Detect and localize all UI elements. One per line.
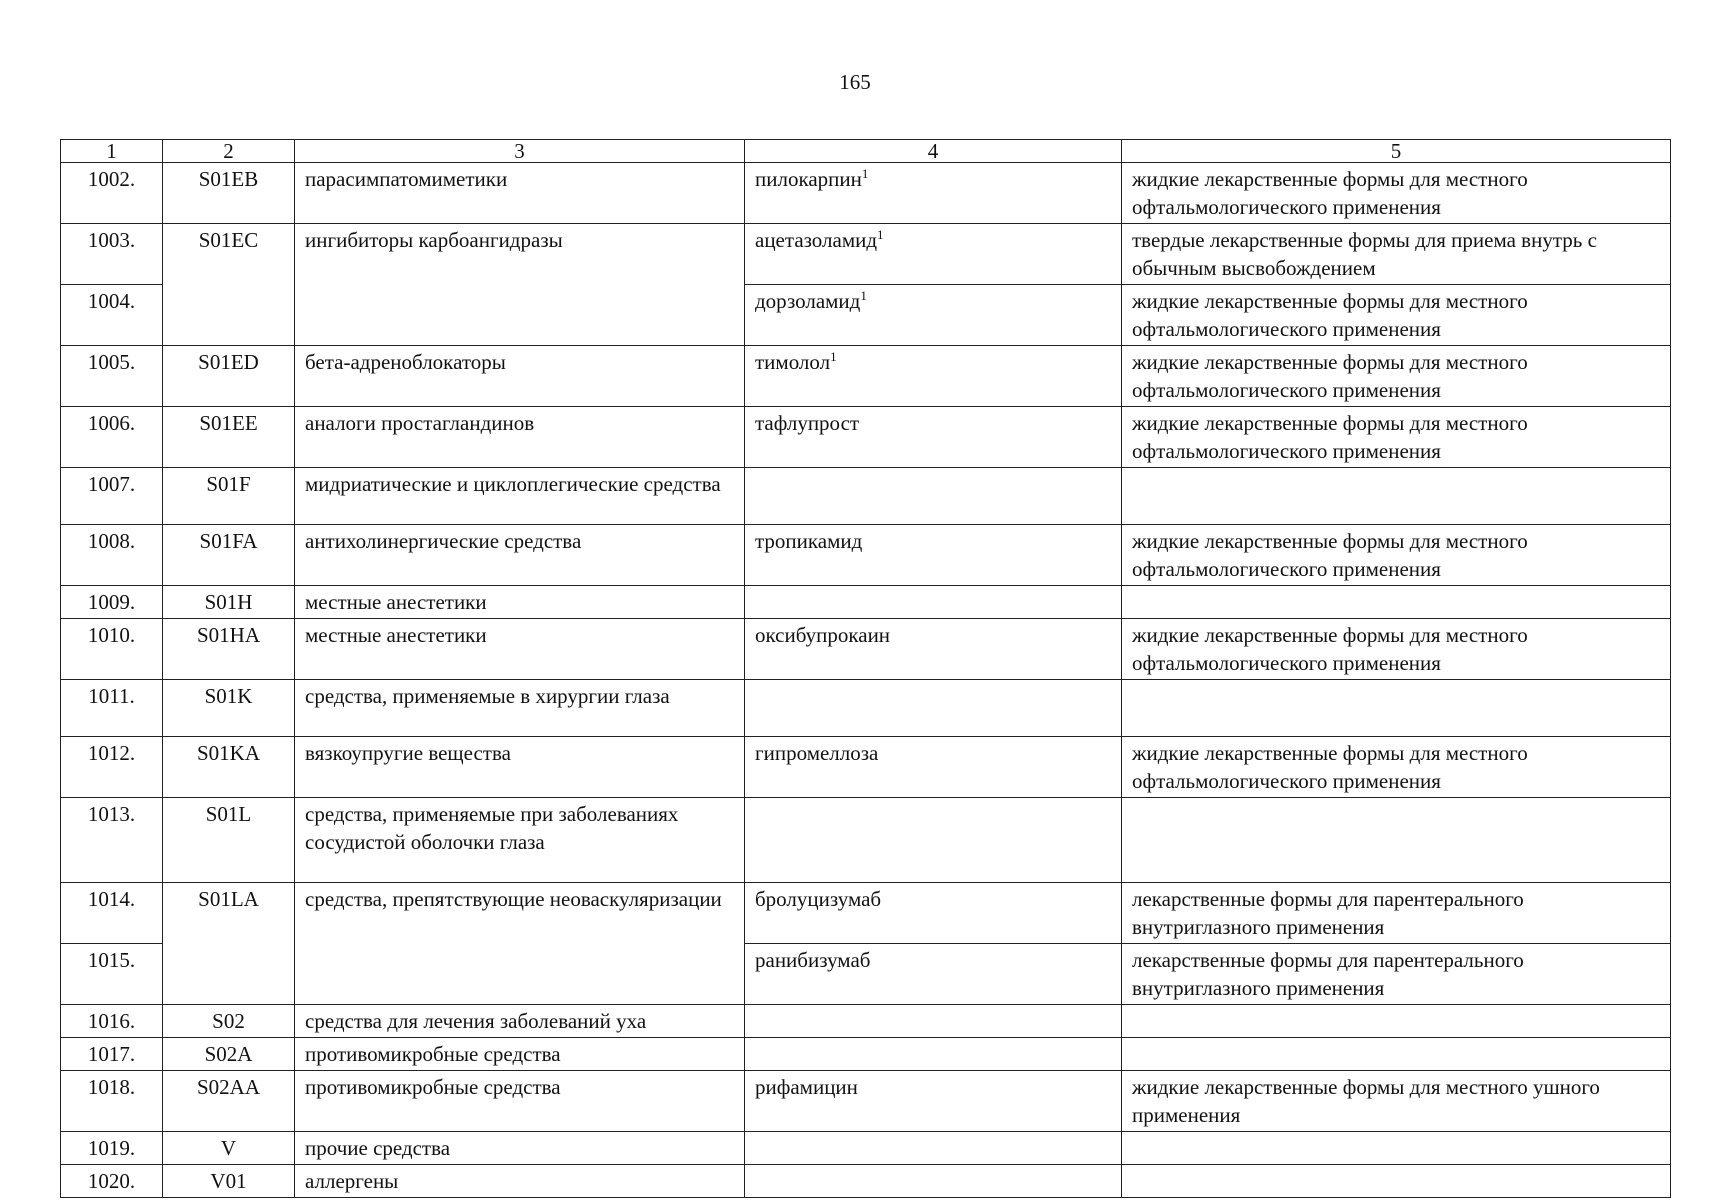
drug-name: пилокарпин bbox=[755, 167, 862, 191]
atc-code: S02AA bbox=[163, 1071, 295, 1132]
dosage-form bbox=[1122, 468, 1671, 525]
pharmacological-group: вязкоупругие вещества bbox=[295, 737, 745, 798]
drug-name-cell bbox=[745, 346, 1122, 407]
drug-name bbox=[745, 1005, 1122, 1038]
drug-name: тропикамид bbox=[745, 525, 1122, 586]
dosage-form bbox=[1122, 1165, 1671, 1198]
row-number: 1007. bbox=[61, 468, 163, 525]
row-number: 1019. bbox=[61, 1132, 163, 1165]
atc-code: S01F bbox=[163, 468, 295, 525]
row-number: 1017. bbox=[61, 1038, 163, 1071]
atc-code: V bbox=[163, 1132, 295, 1165]
row-number: 1010. bbox=[61, 619, 163, 680]
dosage-form bbox=[1122, 1132, 1671, 1165]
dosage-form: жидкие лекарственные формы для местного офтальмологического применения bbox=[1122, 525, 1671, 586]
drug-name bbox=[745, 798, 1122, 883]
table-row bbox=[61, 737, 1671, 798]
drug-name-cell bbox=[745, 163, 1122, 224]
drug-name bbox=[745, 1165, 1122, 1198]
dosage-form: лекарственные формы для парентерального внутриглазного применения bbox=[1122, 883, 1671, 944]
table-row bbox=[61, 798, 1671, 883]
footnote-mark: 1 bbox=[861, 166, 869, 181]
pharmacological-group: местные анестетики bbox=[295, 586, 745, 619]
dosage-form: жидкие лекарственные формы для местного офтальмологического применения bbox=[1122, 407, 1671, 468]
row-number: 1002. bbox=[61, 163, 163, 224]
table-row bbox=[61, 525, 1671, 586]
drug-name bbox=[745, 468, 1122, 525]
row-number: 1004. bbox=[61, 285, 163, 346]
row-number: 1013. bbox=[61, 798, 163, 883]
atc-code: S01EE bbox=[163, 407, 295, 468]
atc-code: S02A bbox=[163, 1038, 295, 1071]
atc-code: S01FA bbox=[163, 525, 295, 586]
atc-code: V01 bbox=[163, 1165, 295, 1198]
drug-name bbox=[745, 1132, 1122, 1165]
dosage-form: твердые лекарственные формы для приема внутрь с обычным высвобождением bbox=[1122, 224, 1671, 285]
pharmacological-group: средства, препятствующие неоваскуляризации bbox=[295, 883, 745, 1005]
column-number: 2 bbox=[163, 140, 295, 163]
atc-code: S02 bbox=[163, 1005, 295, 1038]
table-row bbox=[61, 407, 1671, 468]
row-number: 1009. bbox=[61, 586, 163, 619]
footnote-mark: 1 bbox=[877, 227, 884, 242]
drug-name: ацетазоламид bbox=[755, 228, 878, 252]
table-row bbox=[61, 619, 1671, 680]
drug-name bbox=[745, 1038, 1122, 1071]
pharmacological-group: прочие средства bbox=[295, 1132, 745, 1165]
row-number: 1014. bbox=[61, 883, 163, 944]
row-number: 1016. bbox=[61, 1005, 163, 1038]
row-number: 1018. bbox=[61, 1071, 163, 1132]
dosage-form: жидкие лекарственные формы для местного офтальмологического применения bbox=[1122, 737, 1671, 798]
pharmacological-group: средства для лечения заболеваний уха bbox=[295, 1005, 745, 1038]
drug-name-cell bbox=[745, 285, 1122, 346]
table-row bbox=[61, 1038, 1671, 1071]
table-row bbox=[61, 1132, 1671, 1165]
atc-code: S01EC bbox=[163, 224, 295, 346]
column-number: 4 bbox=[745, 140, 1122, 163]
drug-name bbox=[745, 586, 1122, 619]
table-row bbox=[61, 1005, 1671, 1038]
row-number: 1005. bbox=[61, 346, 163, 407]
atc-code: S01L bbox=[163, 798, 295, 883]
row-number: 1008. bbox=[61, 525, 163, 586]
pharmacological-group: парасимпатомиметики bbox=[295, 163, 745, 224]
drug-name: гипромеллоза bbox=[745, 737, 1122, 798]
pharmacological-group: противомикробные средства bbox=[295, 1038, 745, 1071]
pharmacological-group: антихолинергические средства bbox=[295, 525, 745, 586]
drug-name: ранибизумаб bbox=[745, 944, 1122, 1005]
drug-name: тафлупрост bbox=[745, 407, 1122, 468]
drug-registry-table bbox=[60, 139, 1671, 1198]
dosage-form bbox=[1122, 586, 1671, 619]
pharmacological-group: местные анестетики bbox=[295, 619, 745, 680]
footnote-mark: 1 bbox=[860, 288, 867, 303]
atc-code: S01KA bbox=[163, 737, 295, 798]
table-row bbox=[61, 163, 1671, 224]
pharmacological-group: средства, применяемые в хирургии глаза bbox=[295, 680, 745, 737]
dosage-form: жидкие лекарственные формы для местного ушного применения bbox=[1122, 1071, 1671, 1132]
dosage-form: жидкие лекарственные формы для местного офтальмологического применения bbox=[1122, 619, 1671, 680]
pharmacological-group: средства, применяемые при заболеваниях сосудистой оболочки глаза bbox=[295, 798, 745, 883]
row-number: 1003. bbox=[61, 224, 163, 285]
dosage-form: жидкие лекарственные формы для местного офтальмологического применения bbox=[1122, 285, 1671, 346]
dosage-form bbox=[1122, 798, 1671, 883]
dosage-form: лекарственные формы для парентерального внутриглазного применения bbox=[1122, 944, 1671, 1005]
table-row bbox=[61, 346, 1671, 407]
footnote-mark: 1 bbox=[830, 349, 837, 364]
table-row bbox=[61, 883, 1671, 944]
row-number: 1012. bbox=[61, 737, 163, 798]
drug-name bbox=[745, 680, 1122, 737]
dosage-form: жидкие лекарственные формы для местного офтальмологического применения bbox=[1122, 163, 1671, 224]
dosage-form bbox=[1122, 1005, 1671, 1038]
atc-code: S01H bbox=[163, 586, 295, 619]
pharmacological-group: противомикробные средства bbox=[295, 1071, 745, 1132]
table-row bbox=[61, 468, 1671, 525]
dosage-form: жидкие лекарственные формы для местного офтальмологического применения bbox=[1122, 346, 1671, 407]
drug-name: тимолол bbox=[755, 350, 831, 374]
table-row bbox=[61, 680, 1671, 737]
column-number-row bbox=[61, 140, 1671, 163]
page-number: 165 bbox=[839, 70, 871, 94]
row-number: 1011. bbox=[61, 680, 163, 737]
pharmacological-group: ингибиторы карбоангидразы bbox=[295, 224, 745, 346]
pharmacological-group: аналоги простагландинов bbox=[295, 407, 745, 468]
table-row bbox=[61, 224, 1671, 285]
column-number: 3 bbox=[295, 140, 745, 163]
pharmacological-group: мидриатические и циклоплегические средства bbox=[295, 468, 745, 525]
drug-name: дорзоламид bbox=[755, 289, 861, 313]
pharmacological-group: аллергены bbox=[295, 1165, 745, 1198]
pharmacological-group: бета-адреноблокаторы bbox=[295, 346, 745, 407]
table-row bbox=[61, 1165, 1671, 1198]
drug-name-cell bbox=[745, 224, 1122, 285]
atc-code: S01HA bbox=[163, 619, 295, 680]
row-number: 1006. bbox=[61, 407, 163, 468]
dosage-form bbox=[1122, 1038, 1671, 1071]
drug-name: оксибупрокаин bbox=[745, 619, 1122, 680]
atc-code: S01K bbox=[163, 680, 295, 737]
atc-code: S01LA bbox=[163, 883, 295, 1005]
atc-code: S01ED bbox=[163, 346, 295, 407]
drug-name: рифамицин bbox=[745, 1071, 1122, 1132]
column-number: 5 bbox=[1122, 140, 1671, 163]
dosage-form bbox=[1122, 680, 1671, 737]
column-number: 1 bbox=[61, 140, 163, 163]
atc-code: S01EB bbox=[163, 163, 295, 224]
row-number: 1015. bbox=[61, 944, 163, 1005]
drug-name: бролуцизумаб bbox=[745, 883, 1122, 944]
row-number: 1020. bbox=[61, 1165, 163, 1198]
table-row bbox=[61, 586, 1671, 619]
table-row bbox=[61, 1071, 1671, 1132]
